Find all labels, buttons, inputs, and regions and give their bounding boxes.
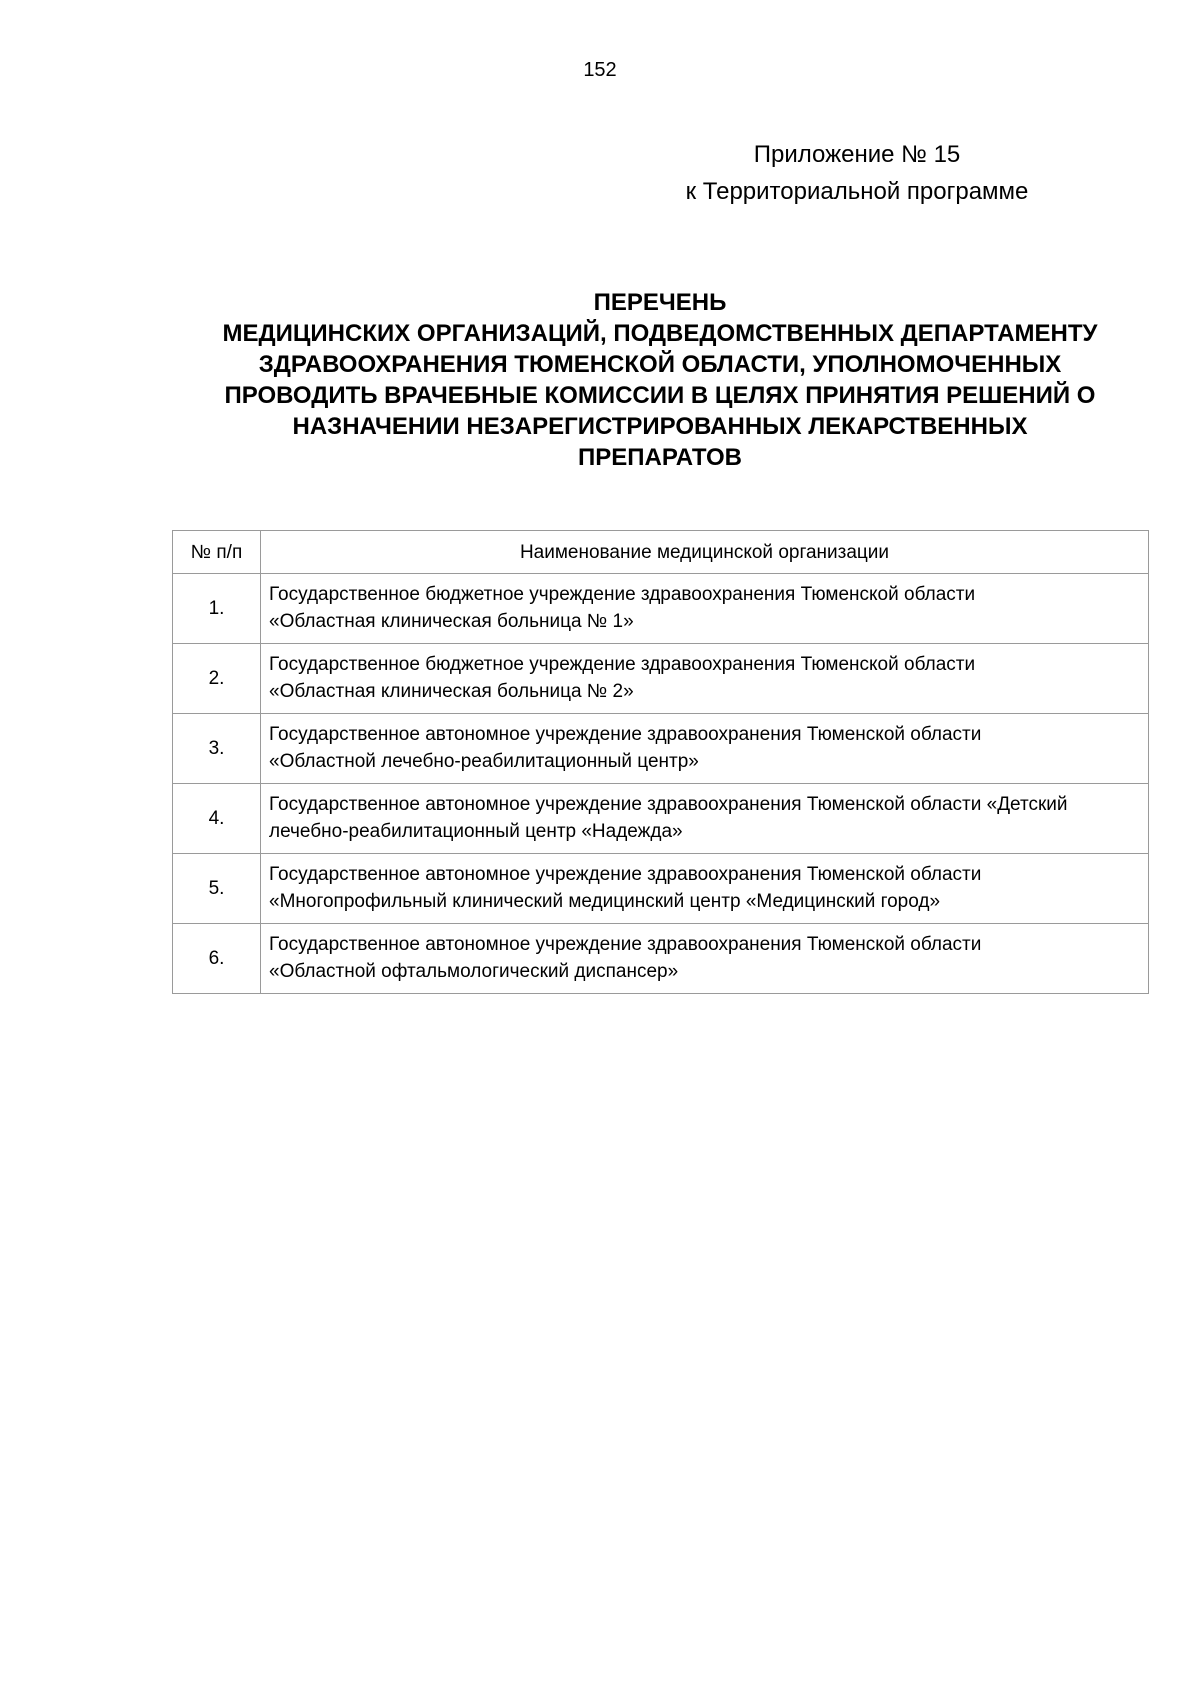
organization-name bbox=[261, 574, 1149, 644]
header-number: № п/п bbox=[173, 531, 261, 574]
organization-name-line: «Областной лечебно-реабилитационный центр» bbox=[269, 750, 699, 772]
organization-name-line: «Многопрофильный клинический медицинский центр «Медицинский город» bbox=[269, 890, 941, 912]
organization-name-line: Государственное автономное учреждение здравоохранения Тюменской области bbox=[269, 863, 982, 885]
row-number: 2. bbox=[173, 644, 261, 714]
document-title bbox=[175, 287, 1145, 473]
organization-name-line: лечебно-реабилитационный центр «Надежда» bbox=[269, 820, 683, 842]
page-number: 152 bbox=[583, 59, 617, 81]
organization-name-line: Государственное бюджетное учреждение здравоохранения Тюменской области bbox=[269, 583, 976, 605]
appendix-line-1: Приложение № 15 bbox=[753, 141, 961, 168]
title-line: ПРОВОДИТЬ ВРАЧЕБНЫЕ КОМИССИИ В ЦЕЛЯХ ПРИНЯТИЯ РЕШЕНИЙ О bbox=[224, 382, 1096, 409]
row-number: 1. bbox=[173, 574, 261, 644]
title-line: ПРЕПАРАТОВ bbox=[578, 444, 742, 471]
organization-name-line: Государственное автономное учреждение здравоохранения Тюменской области bbox=[269, 723, 982, 745]
table-row bbox=[173, 714, 1149, 784]
table-row bbox=[173, 574, 1149, 644]
appendix-note bbox=[600, 136, 1114, 210]
table-header-row bbox=[173, 531, 1149, 574]
title-line: ЗДРАВООХРАНЕНИЯ ТЮМЕНСКОЙ ОБЛАСТИ, УПОЛНОМОЧЕННЫХ bbox=[258, 351, 1062, 378]
organization-name-line: «Областной офтальмологический диспансер» bbox=[269, 960, 679, 982]
organization-name bbox=[261, 854, 1149, 924]
title-line: ПЕРЕЧЕНЬ bbox=[593, 289, 727, 316]
organization-name bbox=[261, 784, 1149, 854]
row-number: 3. bbox=[173, 714, 261, 784]
organization-name bbox=[261, 644, 1149, 714]
table-row bbox=[173, 644, 1149, 714]
organizations-table bbox=[172, 530, 1149, 994]
organization-name bbox=[261, 924, 1149, 994]
table-row bbox=[173, 924, 1149, 994]
organization-name-line: Государственное автономное учреждение здравоохранения Тюменской области bbox=[269, 933, 982, 955]
organization-name bbox=[261, 714, 1149, 784]
table-row bbox=[173, 854, 1149, 924]
organization-name-line: «Областная клиническая больница № 1» bbox=[269, 610, 634, 632]
row-number: 6. bbox=[173, 924, 261, 994]
organization-name-line: «Областная клиническая больница № 2» bbox=[269, 680, 634, 702]
header-organization-name: Наименование медицинской организации bbox=[261, 531, 1149, 574]
title-line: МЕДИЦИНСКИХ ОРГАНИЗАЦИЙ, ПОДВЕДОМСТВЕННЫХ ДЕПАРТАМЕНТУ bbox=[222, 320, 1098, 347]
appendix-line-2: к Территориальной программе bbox=[685, 178, 1029, 205]
title-line: НАЗНАЧЕНИИ НЕЗАРЕГИСТРИРОВАННЫХ ЛЕКАРСТВЕННЫХ bbox=[292, 413, 1028, 440]
row-number: 5. bbox=[173, 854, 261, 924]
organization-name-line: Государственное бюджетное учреждение здравоохранения Тюменской области bbox=[269, 653, 976, 675]
organization-name-line: Государственное автономное учреждение здравоохранения Тюменской области «Детский bbox=[269, 793, 1068, 815]
table-row bbox=[173, 784, 1149, 854]
row-number: 4. bbox=[173, 784, 261, 854]
